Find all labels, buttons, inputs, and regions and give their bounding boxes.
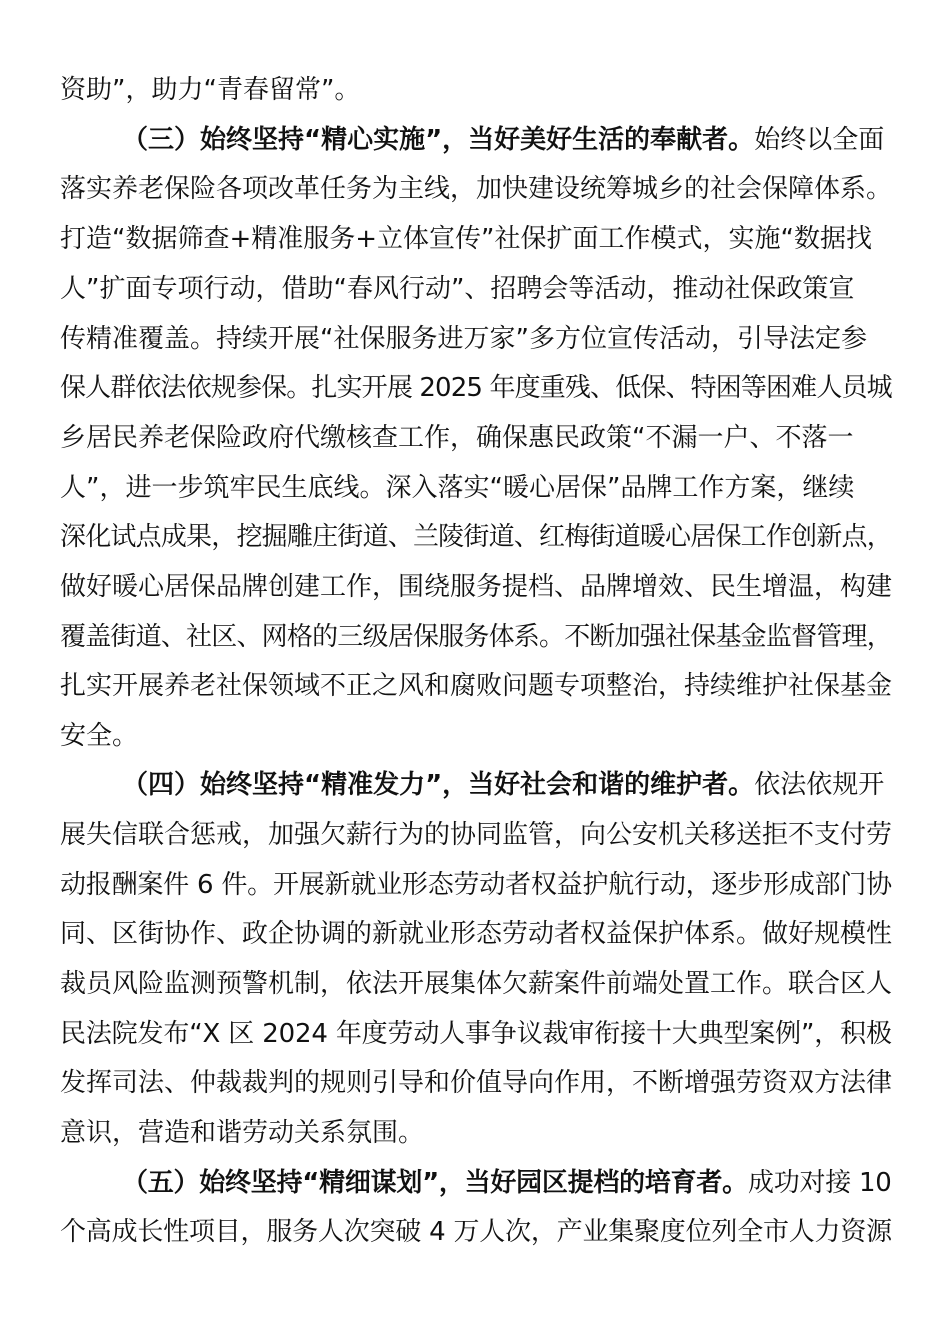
text-line: 民法院发布“X 区 2024 年度劳动人事争议裁审衔接十大典型案例”，积极	[60, 1019, 892, 1049]
text-line: 动报酬案件 6 件。开展新就业形态劳动者权益护航行动，逐步形成部门协	[60, 870, 892, 900]
section-heading-line: （五）始终坚持“精细谋划”，当好园区提档的培育者。成功对接 10	[122, 1168, 892, 1198]
section-heading: （五）始终坚持“精细谋划”，当好园区提档的培育者。	[122, 1168, 748, 1198]
text-line: 覆盖街道、社区、网格的三级居保服务体系。不断加强社保基金监督管理，	[60, 622, 892, 652]
section-heading-line: （三）始终坚持“精心实施”，当好美好生活的奉献者。始终以全面	[122, 125, 885, 155]
text-line: 人”，进一步筑牢民生底线。深入落实“暖心居保”品牌工作方案，继续	[60, 473, 855, 503]
text-line: 扎实开展养老社保领域不正之风和腐败问题专项整治，持续维护社保基金	[60, 671, 893, 701]
text-line: 同、区街协作、政企协调的新就业形态劳动者权益保护体系。做好规模性	[60, 919, 893, 949]
text-line: 打造“数据筛查+精准服务+立体宣传”社保扩面工作模式，实施“数据找	[60, 224, 872, 254]
text-line: 传精准覆盖。持续开展“社保服务进万家”多方位宣传活动，引导法定参	[60, 324, 867, 354]
text-line: 意识，营造和谐劳动关系氛围。	[60, 1118, 425, 1148]
text-line: 深化试点成果，挖掘雕庄街道、兰陵街道、红梅街道暖心居保工作创新点，	[60, 522, 892, 552]
section-heading-line: （四）始终坚持“精准发力”，当好社会和谐的维护者。依法依规开	[122, 770, 885, 800]
text-line: 展失信联合惩戒，加强欠薪行为的协同监管，向公安机关移送拒不支付劳	[60, 820, 893, 850]
section-heading: （四）始终坚持“精准发力”，当好社会和谐的维护者。	[122, 770, 755, 800]
text-line: 个高成长性项目，服务人次突破 4 万人次，产业集聚度位列全市人力资源	[60, 1217, 892, 1247]
text-line: 安全。	[60, 721, 139, 751]
text-line: 裁员风险监测预警机制，依法开展集体欠薪案件前端处置工作。联合区人	[60, 969, 893, 999]
text-line: 资助”，助力“青春留常”。	[60, 75, 361, 105]
text-line: 乡居民养老保险政府代缴核查工作，确保惠民政策“不漏一户、不落一	[60, 423, 854, 453]
text-line: 落实养老保险各项改革任务为主线，加快建设统筹城乡的社会保障体系。	[60, 174, 893, 204]
text-line: 人”扩面专项行动，借助“春风行动”、招聘会等活动，推动社保政策宣	[60, 274, 855, 304]
section-heading: （三）始终坚持“精心实施”，当好美好生活的奉献者。	[122, 125, 755, 155]
text-line: 保人群依法依规参保。扎实开展 2025 年度重残、低保、特困等困难人员城	[60, 373, 892, 403]
text-line: 发挥司法、仲裁裁判的规则引导和价值导向作用，不断增强劳资双方法律	[60, 1068, 893, 1098]
text-line: 做好暖心居保品牌创建工作，围绕服务提档、品牌增效、民生增温，构建	[60, 572, 893, 602]
